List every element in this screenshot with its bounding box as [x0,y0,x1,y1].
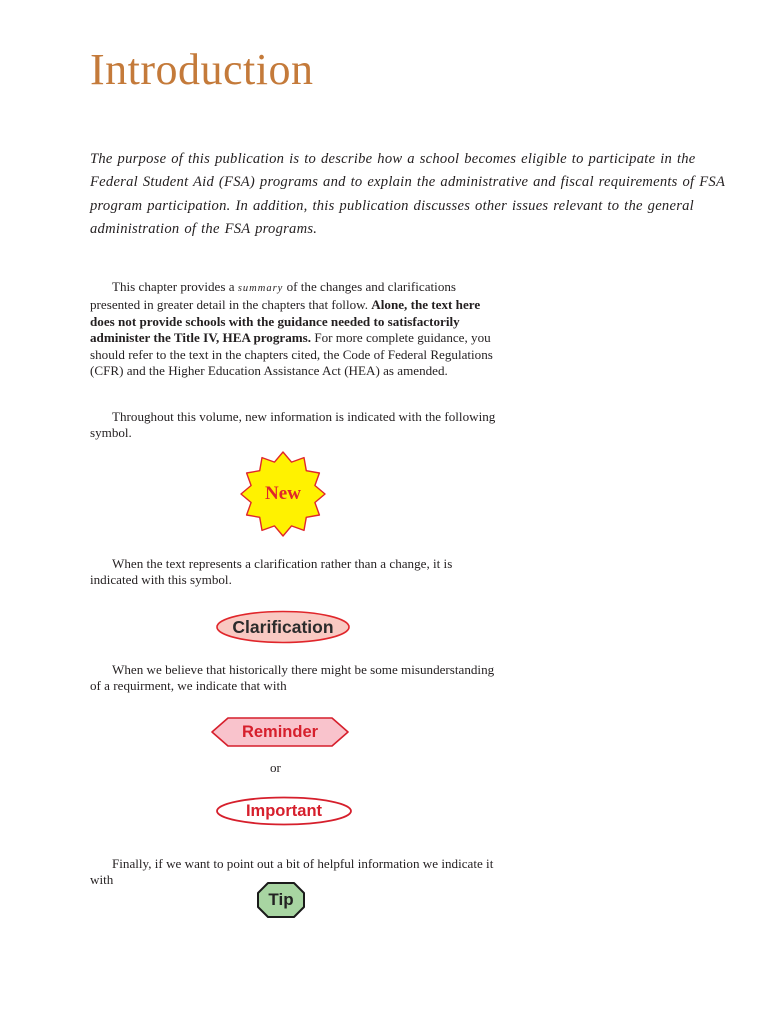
or-text: or [270,760,281,775]
p5-text: Finally, if we want to point out a bit of helpful information we indicate it with [90,856,494,888]
p1-end: For more complete guidance, you should refer to the text in the chapters cited, the Code of Federal Regulations (CFR) and the Higher Education Assistance Act (HEA) as amended. [90,330,493,379]
reminder-label: Reminder [241,722,319,741]
important-symbol [215,796,353,826]
intro-paragraph: The purpose of this publication is to describe how a school becomes eligible to participate in the Federal Student Aid (FSA) programs and to explain the administrative and fiscal requirements of FSA program participation. In addition, this publication discusses other issues relevant to the general administration of the FSA programs. [90,151,725,237]
new-info-paragraph [90,409,502,442]
tip-symbol [256,881,306,919]
new-symbol [238,451,328,537]
clarification-paragraph [90,556,502,589]
reminder-paragraph [90,662,502,695]
new-label: New [265,483,301,504]
p1-after: of the changes and clarifications presented in greater detail in the chapters that follow. [90,279,457,313]
page-title: Introduction [90,45,314,94]
guidance-warning: Alone, the text here does not provide schools with the guidance needed to satisfactorily administer the Title IV, HEA programs. [90,297,481,346]
clarification-symbol [215,610,351,644]
important-label: Important [245,801,323,820]
tip-label: Tip [268,890,294,909]
p4-text: When we believe that historically there might be some misunderstanding of a requirment, we indicate that with [90,662,495,694]
p3-text: When the text represents a clarification rather than a change, it is indicated with this symbol. [90,556,453,588]
summary-word: summary [237,283,284,294]
reminder-symbol [210,716,350,748]
clarification-label: Clarification [232,616,334,637]
p2-text: Throughout this volume, new information is indicated with the following symbol. [90,409,496,441]
summary-paragraph [90,279,502,379]
p1-before: This chapter provides a [112,279,238,294]
